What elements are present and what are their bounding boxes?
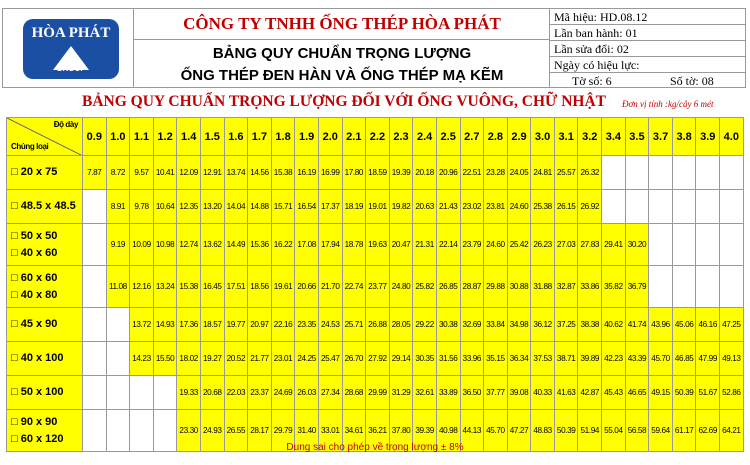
pipe-size: □ 40 x 60 bbox=[11, 246, 58, 259]
table-row bbox=[7, 376, 744, 410]
weight-cell: 32.61 bbox=[413, 376, 437, 410]
weight-cell: 23.79 bbox=[460, 224, 484, 266]
weight-cell: 9.78 bbox=[130, 190, 154, 224]
pipe-size: □ 60 x 60 bbox=[11, 271, 58, 284]
weight-cell: 9.57 bbox=[130, 156, 154, 190]
weight-cell: 19.39 bbox=[389, 156, 413, 190]
weight-cell: 23.35 bbox=[295, 308, 319, 342]
thickness-header: 0.9 bbox=[83, 118, 107, 156]
weight-cell: 29.99 bbox=[366, 376, 390, 410]
weight-cell: 17.37 bbox=[318, 190, 342, 224]
thickness-header: 4.0 bbox=[720, 118, 744, 156]
thickness-header: 2.8 bbox=[484, 118, 508, 156]
weight-cell: 24.05 bbox=[507, 156, 531, 190]
weight-cell: 36.50 bbox=[460, 376, 484, 410]
weight-cell: 16.45 bbox=[200, 266, 224, 308]
weight-cell: 37.77 bbox=[484, 376, 508, 410]
thickness-header: 1.8 bbox=[271, 118, 295, 156]
weight-cell bbox=[602, 190, 626, 224]
weight-cell: 17.80 bbox=[342, 156, 366, 190]
weight-cell: 26.03 bbox=[295, 376, 319, 410]
thickness-header: 3.8 bbox=[672, 118, 696, 156]
weight-cell: 26.85 bbox=[436, 266, 460, 308]
weight-cell: 23.81 bbox=[484, 190, 508, 224]
weight-cell: 14.93 bbox=[153, 308, 177, 342]
weight-cell: 35.82 bbox=[602, 266, 626, 308]
weight-cell: 9.19 bbox=[106, 224, 130, 266]
weight-cell: 18.59 bbox=[366, 156, 390, 190]
row-label bbox=[7, 190, 83, 224]
weight-cell: 26.92 bbox=[578, 190, 602, 224]
weight-cell: 26.88 bbox=[366, 308, 390, 342]
weight-cell: 15.38 bbox=[177, 266, 201, 308]
weight-cell: 19.01 bbox=[366, 190, 390, 224]
weight-cell: 41.74 bbox=[625, 308, 649, 342]
weight-cell: 32.87 bbox=[554, 266, 578, 308]
table-row bbox=[7, 190, 744, 224]
weight-cell: 37.80 bbox=[389, 410, 413, 452]
weight-cell bbox=[83, 224, 107, 266]
weight-cell: 26.15 bbox=[554, 190, 578, 224]
weight-cell: 26.55 bbox=[224, 410, 248, 452]
weight-cell: 27.92 bbox=[366, 342, 390, 376]
pipe-size: □ 40 x 100 bbox=[11, 352, 64, 364]
pipe-size: □ 50 x 100 bbox=[11, 386, 64, 398]
weight-cell: 50.39 bbox=[672, 376, 696, 410]
weight-cell: 21.77 bbox=[248, 342, 272, 376]
weight-cell: 20.66 bbox=[295, 266, 319, 308]
weight-cell: 36.79 bbox=[625, 266, 649, 308]
weight-cell bbox=[83, 266, 107, 308]
row-label bbox=[7, 156, 83, 190]
thickness-header: 2.0 bbox=[318, 118, 342, 156]
thickness-header: 2.5 bbox=[436, 118, 460, 156]
weight-cell: 22.03 bbox=[224, 376, 248, 410]
weight-cell: 47.99 bbox=[696, 342, 720, 376]
weight-cell: 47.25 bbox=[720, 308, 744, 342]
weight-cell: 44.13 bbox=[460, 410, 484, 452]
weight-cell: 32.69 bbox=[460, 308, 484, 342]
thickness-header: 1.1 bbox=[130, 118, 154, 156]
weight-cell: 42.23 bbox=[602, 342, 626, 376]
weight-cell: 26.70 bbox=[342, 342, 366, 376]
weight-cell: 12.91 bbox=[200, 156, 224, 190]
weight-cell bbox=[672, 224, 696, 266]
weight-cell: 21.43 bbox=[436, 190, 460, 224]
weight-cell: 20.47 bbox=[389, 224, 413, 266]
weight-cell: 64.21 bbox=[720, 410, 744, 452]
weight-cell bbox=[130, 376, 154, 410]
document-title-line2: ỐNG THÉP ĐEN HÀN VÀ ỐNG THÉP MẠ KẼM bbox=[180, 67, 504, 84]
weight-cell: 59.64 bbox=[649, 410, 673, 452]
weight-cell: 8.72 bbox=[106, 156, 130, 190]
weight-cell: 22.16 bbox=[271, 308, 295, 342]
weight-cell: 49.15 bbox=[649, 376, 673, 410]
weight-cell: 39.08 bbox=[507, 376, 531, 410]
weight-cell: 29.88 bbox=[484, 266, 508, 308]
weight-cell: 18.78 bbox=[342, 224, 366, 266]
weight-cell: 13.62 bbox=[200, 224, 224, 266]
weight-cell: 20.63 bbox=[413, 190, 437, 224]
row-label bbox=[7, 376, 83, 410]
weight-cell: 24.93 bbox=[200, 410, 224, 452]
weight-cell bbox=[602, 156, 626, 190]
weight-cell: 40.62 bbox=[602, 308, 626, 342]
lan-sua-doi: Lần sửa đổi: 02 bbox=[550, 41, 746, 57]
weight-cell: 15.71 bbox=[271, 190, 295, 224]
weight-cell: 61.17 bbox=[672, 410, 696, 452]
weight-cell: 14.23 bbox=[130, 342, 154, 376]
weight-cell: 26.32 bbox=[578, 156, 602, 190]
weight-cell: 45.43 bbox=[602, 376, 626, 410]
thickness-header: 1.9 bbox=[295, 118, 319, 156]
document-header bbox=[2, 8, 746, 88]
weight-cell: 19.63 bbox=[366, 224, 390, 266]
weight-cell: 17.94 bbox=[318, 224, 342, 266]
logo-group: GROUP bbox=[56, 64, 86, 73]
table-row bbox=[7, 266, 744, 308]
row-label bbox=[7, 224, 83, 266]
weight-cell: 23.37 bbox=[248, 376, 272, 410]
table-corner bbox=[7, 118, 83, 156]
weight-cell: 36.21 bbox=[366, 410, 390, 452]
thickness-header: 1.7 bbox=[248, 118, 272, 156]
weight-cell: 27.83 bbox=[578, 224, 602, 266]
weight-cell bbox=[83, 376, 107, 410]
weight-cell: 18.02 bbox=[177, 342, 201, 376]
table-row bbox=[7, 308, 744, 342]
weight-cell: 36.12 bbox=[531, 308, 555, 342]
weight-cell: 55.04 bbox=[602, 410, 626, 452]
document-title-line1: BẢNG QUY CHUẨN TRỌNG LƯỢNG bbox=[212, 45, 472, 62]
weight-cell: 23.02 bbox=[460, 190, 484, 224]
weight-cell bbox=[649, 156, 673, 190]
weight-cell: 46.85 bbox=[672, 342, 696, 376]
weight-cell: 24.80 bbox=[389, 266, 413, 308]
corner-thickness-label: Độ dày bbox=[53, 120, 78, 129]
weight-cell: 45.70 bbox=[649, 342, 673, 376]
weight-cell: 23.01 bbox=[271, 342, 295, 376]
weight-cell: 45.06 bbox=[672, 308, 696, 342]
weight-cell: 19.33 bbox=[177, 376, 201, 410]
weight-cell bbox=[696, 266, 720, 308]
weight-cell: 38.71 bbox=[554, 342, 578, 376]
weight-cell: 25.47 bbox=[318, 342, 342, 376]
weight-cell bbox=[649, 266, 673, 308]
weight-cell: 13.24 bbox=[153, 266, 177, 308]
weight-cell bbox=[625, 156, 649, 190]
weight-cell: 19.61 bbox=[271, 266, 295, 308]
weight-cell: 19.27 bbox=[200, 342, 224, 376]
weight-cell bbox=[672, 266, 696, 308]
weight-cell: 28.17 bbox=[248, 410, 272, 452]
thickness-header: 3.5 bbox=[625, 118, 649, 156]
weight-cell bbox=[83, 308, 107, 342]
weight-cell: 20.97 bbox=[248, 308, 272, 342]
thickness-header: 3.2 bbox=[578, 118, 602, 156]
weight-cell bbox=[83, 190, 107, 224]
weight-cell: 14.04 bbox=[224, 190, 248, 224]
weight-cell: 16.99 bbox=[318, 156, 342, 190]
weight-cell: 42.87 bbox=[578, 376, 602, 410]
weight-cell: 24.69 bbox=[271, 376, 295, 410]
table-row bbox=[7, 342, 744, 376]
weight-cell: 43.96 bbox=[649, 308, 673, 342]
weight-cell: 17.51 bbox=[224, 266, 248, 308]
weight-cell: 46.16 bbox=[696, 308, 720, 342]
weight-cell: 52.86 bbox=[720, 376, 744, 410]
weight-cell: 30.38 bbox=[436, 308, 460, 342]
thickness-header: 2.2 bbox=[366, 118, 390, 156]
weight-cell bbox=[153, 376, 177, 410]
thickness-header: 3.9 bbox=[696, 118, 720, 156]
row-label bbox=[7, 308, 83, 342]
weight-cell bbox=[625, 190, 649, 224]
pipe-size: □ 48.5 x 48.5 bbox=[11, 200, 76, 212]
weight-cell: 34.61 bbox=[342, 410, 366, 452]
pipe-size: □ 60 x 120 bbox=[11, 432, 64, 445]
weight-cell: 10.64 bbox=[153, 190, 177, 224]
weight-cell: 30.88 bbox=[507, 266, 531, 308]
weight-cell: 24.25 bbox=[295, 342, 319, 376]
tolerance-note: Dung sai cho phép về trọng lượng ± 8% bbox=[286, 442, 464, 453]
table-row bbox=[7, 224, 744, 266]
weight-cell bbox=[672, 156, 696, 190]
weight-cell: 49.13 bbox=[720, 342, 744, 376]
thickness-header: 3.4 bbox=[602, 118, 626, 156]
weight-cell: 12.35 bbox=[177, 190, 201, 224]
weight-cell: 16.54 bbox=[295, 190, 319, 224]
weight-table bbox=[6, 117, 744, 452]
weight-cell: 47.27 bbox=[507, 410, 531, 452]
weight-cell: 16.19 bbox=[295, 156, 319, 190]
weight-cell: 13.72 bbox=[130, 308, 154, 342]
weight-cell: 13.74 bbox=[224, 156, 248, 190]
row-label bbox=[7, 342, 83, 376]
weight-cell: 51.67 bbox=[696, 376, 720, 410]
weight-cell: 10.41 bbox=[153, 156, 177, 190]
weight-cell: 20.96 bbox=[436, 156, 460, 190]
ngay-hieu-luc: Ngày có hiệu lực: bbox=[550, 57, 746, 73]
weight-cell: 10.98 bbox=[153, 224, 177, 266]
weight-cell: 18.57 bbox=[200, 308, 224, 342]
weight-cell: 51.94 bbox=[578, 410, 602, 452]
weight-cell: 10.09 bbox=[130, 224, 154, 266]
weight-cell: 14.56 bbox=[248, 156, 272, 190]
weight-cell: 19.77 bbox=[224, 308, 248, 342]
weight-cell bbox=[720, 156, 744, 190]
weight-cell: 25.71 bbox=[342, 308, 366, 342]
weight-cell: 33.01 bbox=[318, 410, 342, 452]
pipe-size: □ 20 x 75 bbox=[11, 166, 58, 178]
weight-cell: 40.98 bbox=[436, 410, 460, 452]
weight-cell: 33.89 bbox=[436, 376, 460, 410]
thickness-header: 2.3 bbox=[389, 118, 413, 156]
weight-cell: 40.33 bbox=[531, 376, 555, 410]
title-panel bbox=[134, 8, 550, 88]
logo-panel bbox=[2, 8, 134, 88]
weight-cell: 25.38 bbox=[531, 190, 555, 224]
weight-cell bbox=[696, 190, 720, 224]
row-label bbox=[7, 266, 83, 308]
thickness-header: 2.7 bbox=[460, 118, 484, 156]
ma-hieu: Mã hiệu: HD.08.12 bbox=[550, 9, 746, 25]
thickness-header: 2.9 bbox=[507, 118, 531, 156]
weight-cell: 20.18 bbox=[413, 156, 437, 190]
weight-cell: 12.74 bbox=[177, 224, 201, 266]
pipe-size: □ 45 x 90 bbox=[11, 318, 58, 330]
weight-cell: 14.88 bbox=[248, 190, 272, 224]
weight-cell bbox=[696, 224, 720, 266]
weight-cell: 21.31 bbox=[413, 224, 437, 266]
weight-cell: 33.96 bbox=[460, 342, 484, 376]
weight-cell: 20.68 bbox=[200, 376, 224, 410]
weight-cell: 23.77 bbox=[366, 266, 390, 308]
logo-name: HÒA PHÁT bbox=[31, 25, 111, 41]
weight-cell: 25.42 bbox=[507, 224, 531, 266]
weight-cell: 29.79 bbox=[271, 410, 295, 452]
hoa-phat-logo bbox=[23, 19, 119, 79]
weight-cell bbox=[106, 376, 130, 410]
weight-cell: 16.22 bbox=[271, 224, 295, 266]
thickness-header: 1.2 bbox=[153, 118, 177, 156]
weight-cell: 23.28 bbox=[484, 156, 508, 190]
pipe-size: □ 90 x 90 bbox=[11, 415, 58, 428]
weight-cell: 15.36 bbox=[248, 224, 272, 266]
weight-cell: 35.15 bbox=[484, 342, 508, 376]
weight-cell: 31.88 bbox=[531, 266, 555, 308]
weight-cell: 25.57 bbox=[554, 156, 578, 190]
company-name: CÔNG TY TNHH ỐNG THÉP HÒA PHÁT bbox=[134, 9, 550, 40]
weight-cell: 34.98 bbox=[507, 308, 531, 342]
weight-cell: 24.60 bbox=[507, 190, 531, 224]
weight-cell: 39.39 bbox=[413, 410, 437, 452]
weight-cell: 43.39 bbox=[625, 342, 649, 376]
weight-cell: 14.49 bbox=[224, 224, 248, 266]
weight-cell: 31.29 bbox=[389, 376, 413, 410]
weight-cell: 12.09 bbox=[177, 156, 201, 190]
weight-cell: 26.23 bbox=[531, 224, 555, 266]
weight-cell: 31.40 bbox=[295, 410, 319, 452]
weight-cell bbox=[696, 156, 720, 190]
weight-cell: 30.35 bbox=[413, 342, 437, 376]
weight-cell: 8.91 bbox=[106, 190, 130, 224]
weight-cell: 23.30 bbox=[177, 410, 201, 452]
weight-cell: 36.34 bbox=[507, 342, 531, 376]
weight-cell: 25.82 bbox=[413, 266, 437, 308]
weight-cell bbox=[106, 308, 130, 342]
weight-cell: 39.89 bbox=[578, 342, 602, 376]
thickness-header: 2.1 bbox=[342, 118, 366, 156]
weight-cell bbox=[720, 190, 744, 224]
weight-cell bbox=[649, 224, 673, 266]
weight-cell: 30.20 bbox=[625, 224, 649, 266]
to-so: Tờ số: 6 bbox=[572, 74, 612, 88]
weight-cell bbox=[672, 190, 696, 224]
pipe-size: □ 50 x 50 bbox=[11, 229, 58, 242]
weight-cell: 11.08 bbox=[106, 266, 130, 308]
thickness-header: 3.0 bbox=[531, 118, 555, 156]
weight-cell: 22.14 bbox=[436, 224, 460, 266]
weight-cell: 29.22 bbox=[413, 308, 437, 342]
weight-cell bbox=[720, 266, 744, 308]
weight-cell: 48.83 bbox=[531, 410, 555, 452]
weight-cell: 17.36 bbox=[177, 308, 201, 342]
weight-cell: 24.81 bbox=[531, 156, 555, 190]
thickness-header: 1.4 bbox=[177, 118, 201, 156]
weight-cell: 28.87 bbox=[460, 266, 484, 308]
page-info bbox=[550, 73, 746, 89]
thickness-header: 2.4 bbox=[413, 118, 437, 156]
weight-cell bbox=[83, 342, 107, 376]
weight-cell bbox=[649, 190, 673, 224]
weight-cell: 46.65 bbox=[625, 376, 649, 410]
weight-cell: 27.34 bbox=[318, 376, 342, 410]
thickness-header: 1.0 bbox=[106, 118, 130, 156]
weight-cell: 15.50 bbox=[153, 342, 177, 376]
thickness-header: 1.5 bbox=[200, 118, 224, 156]
weight-cell: 62.69 bbox=[696, 410, 720, 452]
weight-cell: 37.25 bbox=[554, 308, 578, 342]
weight-cell: 56.58 bbox=[625, 410, 649, 452]
weight-cell: 20.52 bbox=[224, 342, 248, 376]
unit-note: Đơn vị tính :kg/cây 6 mét bbox=[622, 99, 714, 109]
weight-cell: 27.03 bbox=[554, 224, 578, 266]
so-to: Số tờ: 08 bbox=[670, 74, 714, 88]
weight-cell: 19.82 bbox=[389, 190, 413, 224]
weight-cell: 31.56 bbox=[436, 342, 460, 376]
weight-cell: 28.05 bbox=[389, 308, 413, 342]
thickness-header: 3.7 bbox=[649, 118, 673, 156]
weight-cell: 45.70 bbox=[484, 410, 508, 452]
weight-cell: 24.53 bbox=[318, 308, 342, 342]
document-info-panel bbox=[550, 8, 746, 88]
weight-cell: 41.63 bbox=[554, 376, 578, 410]
weight-cell: 28.68 bbox=[342, 376, 366, 410]
weight-cell: 18.56 bbox=[248, 266, 272, 308]
weight-cell: 17.08 bbox=[295, 224, 319, 266]
pipe-size: □ 40 x 80 bbox=[11, 288, 58, 301]
thickness-header: 1.6 bbox=[224, 118, 248, 156]
weight-cell: 12.16 bbox=[130, 266, 154, 308]
weight-cell: 22.51 bbox=[460, 156, 484, 190]
weight-cell: 37.53 bbox=[531, 342, 555, 376]
weight-cell: 29.41 bbox=[602, 224, 626, 266]
weight-cell: 13.20 bbox=[200, 190, 224, 224]
weight-cell: 38.38 bbox=[578, 308, 602, 342]
table-row bbox=[7, 156, 744, 190]
corner-type-label: Chủng loại bbox=[11, 142, 49, 151]
weight-cell: 18.19 bbox=[342, 190, 366, 224]
weight-cell: 50.39 bbox=[554, 410, 578, 452]
weight-cell bbox=[106, 342, 130, 376]
lan-ban-hanh: Lần ban hành: 01 bbox=[550, 25, 746, 41]
weight-cell: 33.84 bbox=[484, 308, 508, 342]
weight-cell: 21.70 bbox=[318, 266, 342, 308]
weight-cell: 22.74 bbox=[342, 266, 366, 308]
weight-cell bbox=[720, 224, 744, 266]
thickness-header: 3.1 bbox=[554, 118, 578, 156]
weight-cell: 29.14 bbox=[389, 342, 413, 376]
weight-cell: 24.60 bbox=[484, 224, 508, 266]
table-subtitle-row bbox=[0, 91, 750, 113]
weight-cell: 33.86 bbox=[578, 266, 602, 308]
weight-cell: 7.87 bbox=[83, 156, 107, 190]
table-subtitle: BẢNG QUY CHUẨN TRỌNG LƯỢNG ĐỐI VỚI ỐNG VUÔNG, CHỮ NHẬT bbox=[82, 93, 607, 110]
weight-cell: 15.38 bbox=[271, 156, 295, 190]
